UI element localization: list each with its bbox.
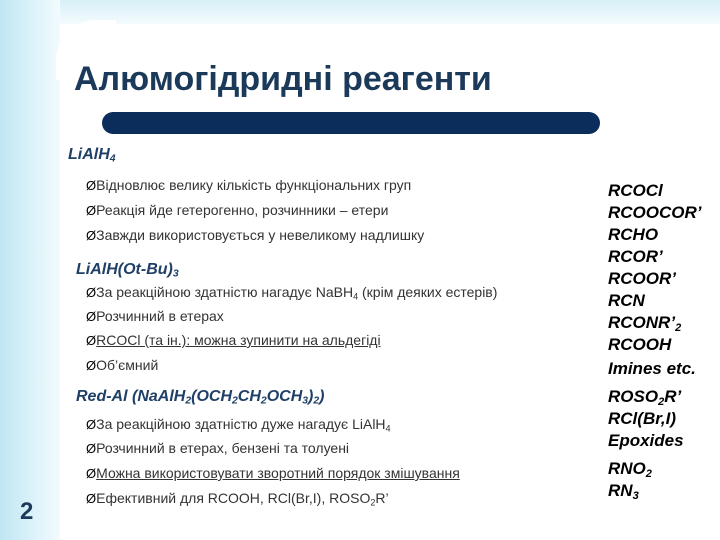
bullet-item: ØЗа реакційною здатністю нагадує NaBH$_4$ (крім деяких естерів) xyxy=(86,284,498,302)
page-number: 2 xyxy=(20,498,34,525)
section-heading-red-al: Red-Al $(NaAlH_2(OCH_2CH_2OCH_3)_2)$ xyxy=(76,388,325,407)
section-heading-lialh4: LiAlH$_4$ xyxy=(68,146,116,165)
bullet-item: ØЕфективний для RCOOH, RCl(Br,I), $ROSO_2R$’ xyxy=(86,490,389,508)
bullet-item: ØРозчинний в етерах, бензені та толуені xyxy=(86,440,350,456)
substrate-item: RCOOR’ xyxy=(608,269,676,288)
left-decor-band xyxy=(0,0,60,540)
substrate-item: RCHO xyxy=(608,225,659,244)
bullet-item: ØRCOCl (та ін.): можна зупинити на альдегіді xyxy=(86,332,381,348)
substrate-item: $ROSO_2R$’ xyxy=(608,387,682,408)
substrate-item: RCOCl xyxy=(608,181,663,200)
substrate-item: $RN_3$ xyxy=(608,481,639,502)
substrate-imines: Imines etc. xyxy=(608,359,696,378)
substrate-list-2 xyxy=(608,387,684,453)
substrate-item: RCOR’ xyxy=(608,247,663,266)
substrate-item: $RNO_2$ xyxy=(608,459,652,480)
substrate-item: RCOOH xyxy=(608,335,672,354)
title-underline-bar xyxy=(102,112,600,134)
substrate-item: RCl(Br,I) xyxy=(608,409,676,428)
bullet-item: ØОб’ємний xyxy=(86,357,159,373)
section-heading-lialh-otbu: $LiAlH(Ot-Bu)_3$ xyxy=(76,261,179,280)
substrate-item: Epoxides xyxy=(608,431,684,450)
substrate-list xyxy=(608,181,702,357)
bullet-item: ØМожна використовувати зворотний порядок змішування xyxy=(86,465,460,481)
bullet-item: ØЗа реакційною здатністю дуже нагадує LiAlH$_4$ xyxy=(86,416,391,434)
bullet-item: ØВідновлює велику кількість функціональних груп xyxy=(86,177,412,193)
substrate-item: RCN xyxy=(608,291,645,310)
bullet-item: ØРеакція йде гетерогенно, розчинники – етери xyxy=(86,202,389,218)
bullet-item: ØРозчинний в етерах xyxy=(86,308,224,324)
bullet-item: ØЗавжди використовується у невеликому надлишку xyxy=(86,227,425,243)
slide-title: Алюмогідридні реагенти xyxy=(74,60,492,98)
substrate-item: RCOOCOR’ xyxy=(608,203,702,222)
substrate-item: $RCONR’_2$ xyxy=(608,313,682,334)
substrate-list-3 xyxy=(608,459,652,503)
